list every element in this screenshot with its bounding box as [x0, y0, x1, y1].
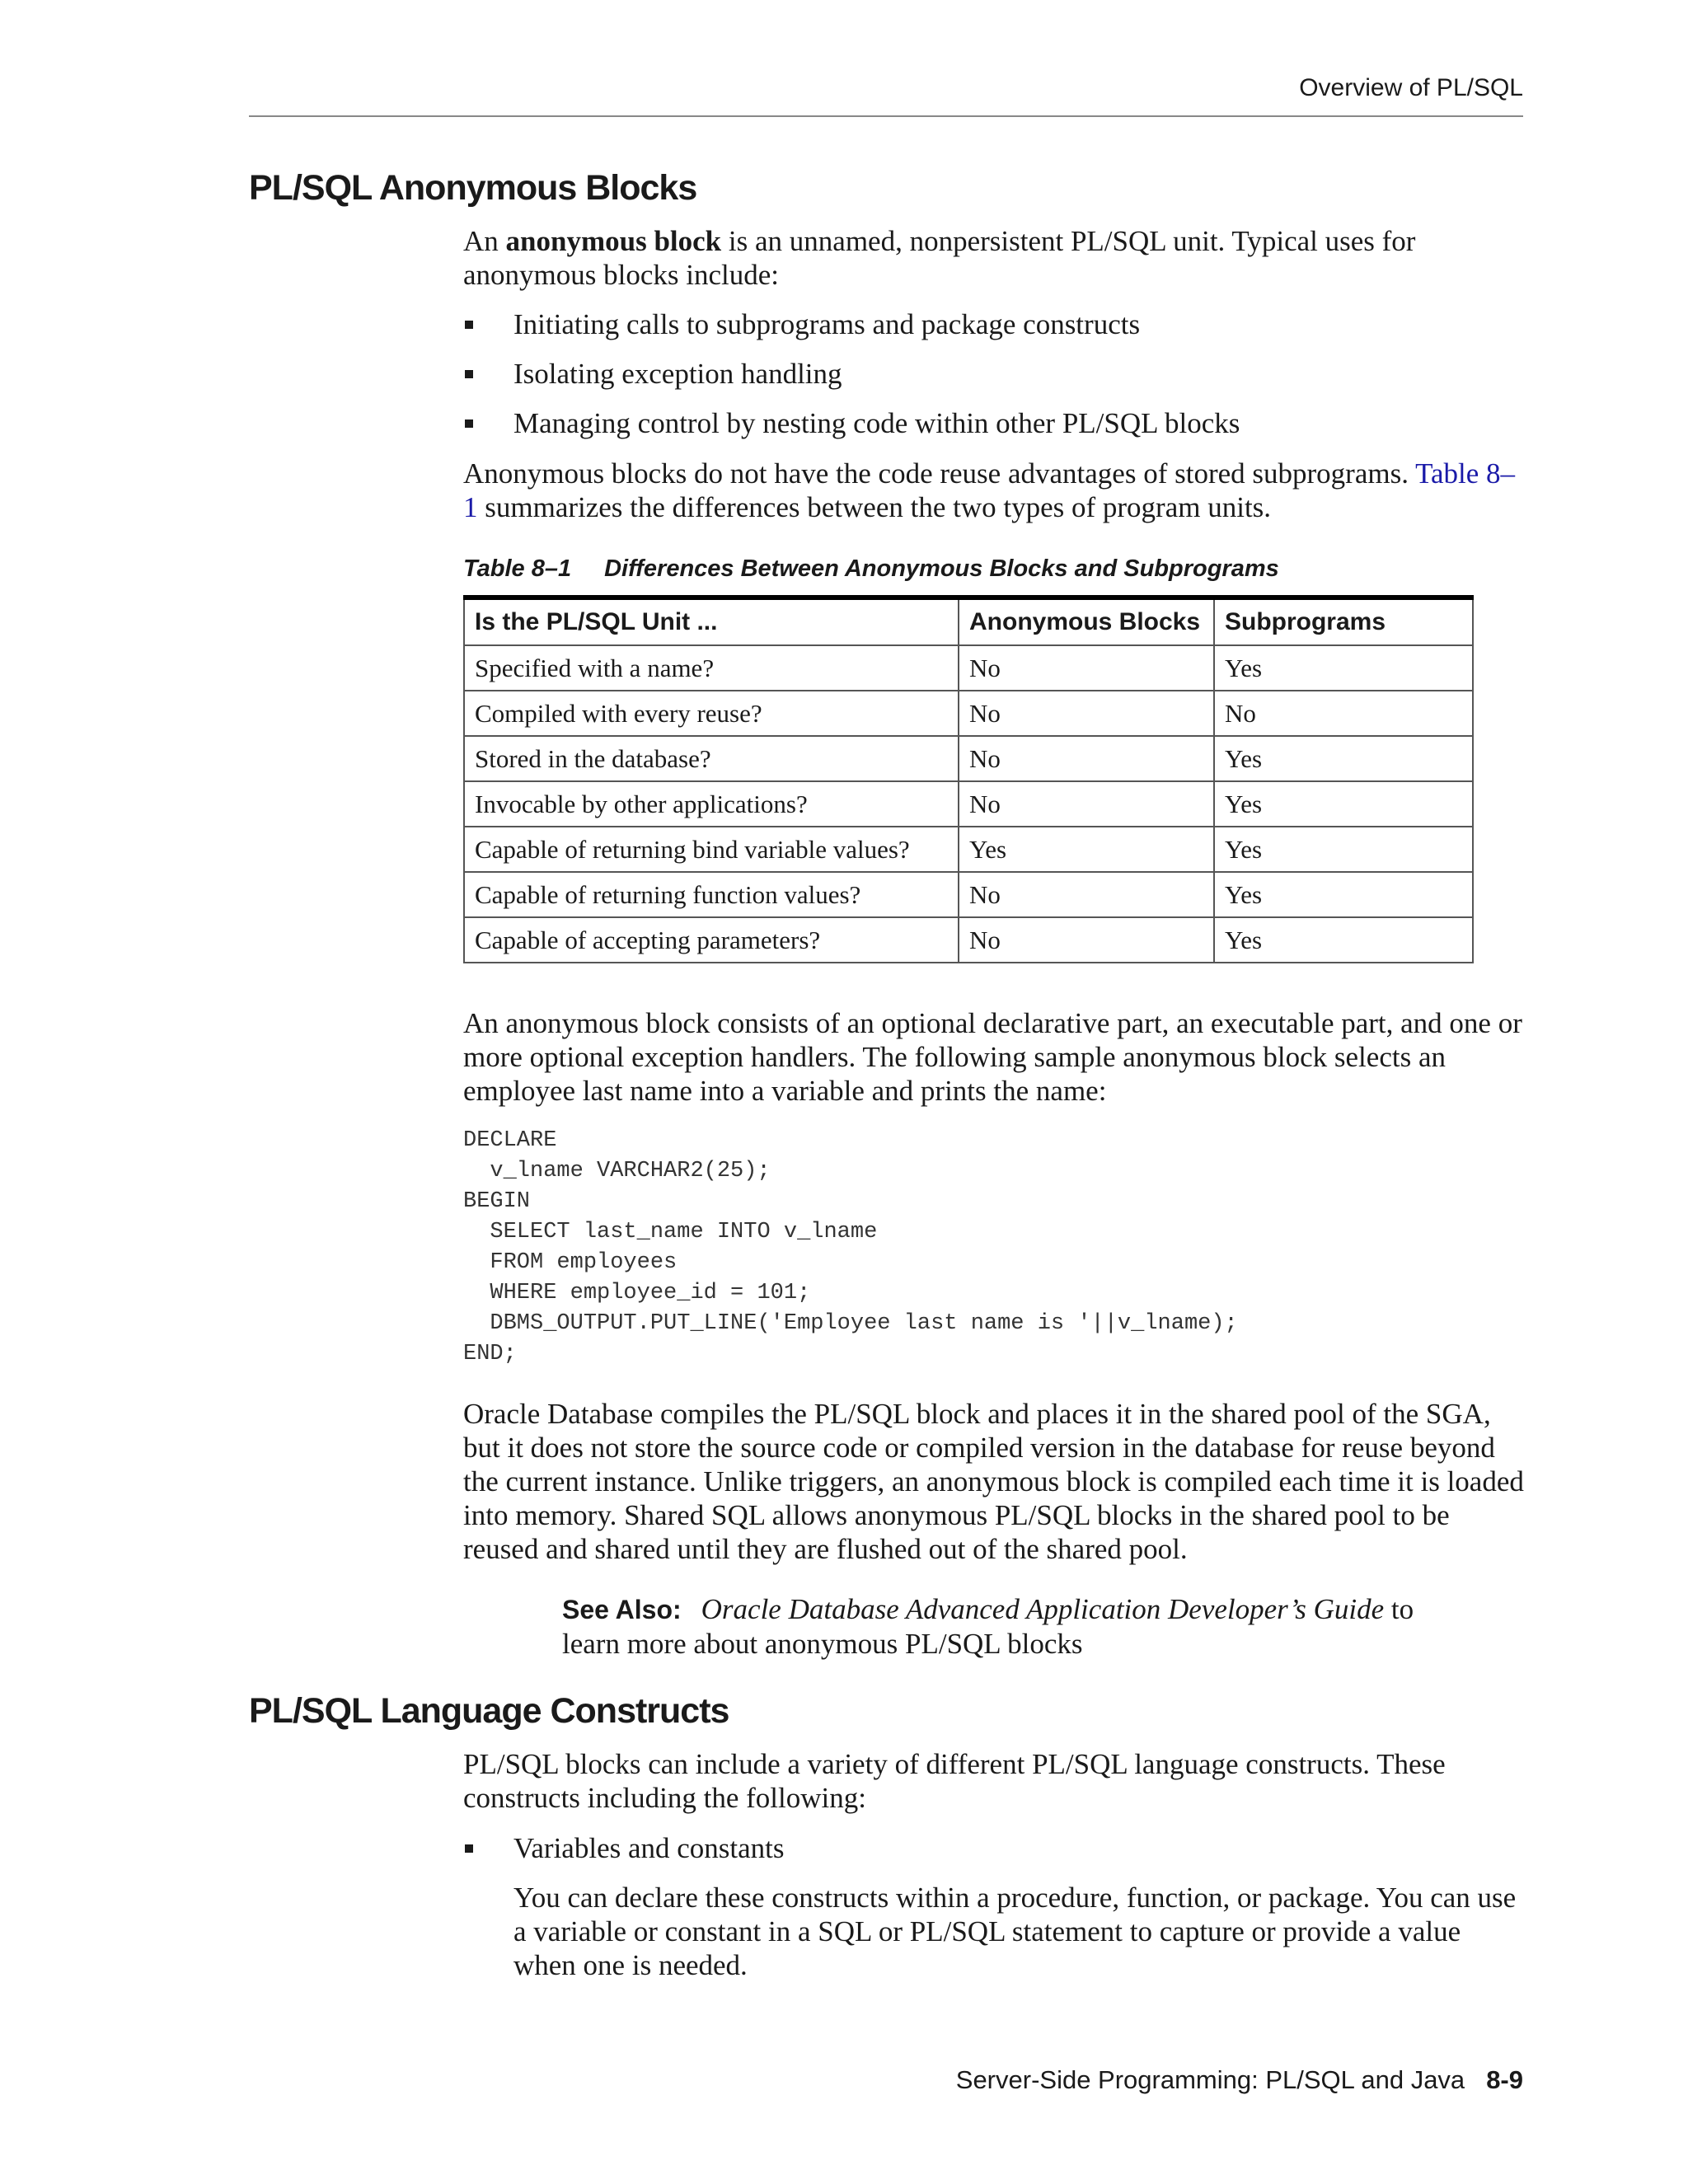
bullet-square-icon — [465, 419, 473, 428]
table-caption: Table 8–1 Differences Between Anonymous Blocks and Subprograms — [463, 555, 1279, 582]
table-cell: No — [959, 691, 1214, 736]
table-cell: Yes — [1214, 736, 1473, 781]
differences-table — [463, 595, 1474, 963]
table-row — [464, 827, 1473, 872]
table-cell: Specified with a name? — [464, 645, 959, 691]
bullet-detail: You can declare these constructs within a procedure, function, or package. You can use a variable or constant in a SQL or PL/SQL statement to capture or provide a value when one is needed. — [513, 1882, 1517, 1981]
section-heading-anonymous-blocks: PL/SQL Anonymous Blocks — [249, 168, 697, 208]
column-header: Is the PL/SQL Unit ... — [464, 598, 959, 645]
running-header: Overview of PL/SQL — [1299, 74, 1523, 101]
section1-para2: Anonymous blocks do not have the code reuse advantages of stored subprograms. Table 8–1 summarizes the differences between the two types of program units. — [463, 457, 1516, 523]
intro-paragraph: An anonymous block is an unnamed, nonpersistent PL/SQL unit. Typical uses for anonymous blocks include: — [463, 225, 1416, 291]
table-cell: Yes — [1214, 645, 1473, 691]
bullet-square-icon — [465, 1844, 473, 1853]
table-row — [464, 917, 1473, 963]
section-heading-language-constructs: PL/SQL Language Constructs — [249, 1691, 729, 1731]
section1-intro — [463, 224, 1526, 292]
column-header: Anonymous Blocks — [959, 598, 1214, 645]
column-header: Subprograms — [1214, 598, 1473, 645]
list-item: Isolating exception handling — [463, 357, 1526, 406]
footer-book-title: Server-Side Programming: PL/SQL and Java — [955, 2065, 1465, 2094]
uses-list — [463, 307, 1526, 440]
table-cell: Capable of accepting parameters? — [464, 917, 959, 963]
table-cell: Invocable by other applications? — [464, 781, 959, 827]
table-cell: Yes — [1214, 872, 1473, 917]
table-cell: Capable of returning bind variable values? — [464, 827, 959, 872]
table-cell: Compiled with every reuse? — [464, 691, 959, 736]
constructs-list — [463, 1831, 1526, 1865]
table-row — [464, 781, 1473, 827]
table-cell: Capable of returning function values? — [464, 872, 959, 917]
table-cell: No — [959, 872, 1214, 917]
table-row — [464, 872, 1473, 917]
table-row — [464, 691, 1473, 736]
section2-intro: PL/SQL blocks can include a variety of different PL/SQL language constructs. These constructs including the following: — [463, 1748, 1446, 1814]
table-cell: Yes — [1214, 827, 1473, 872]
table-cell: No — [959, 645, 1214, 691]
see-also-reference: Oracle Database Advanced Application Developer’s Guide — [701, 1593, 1385, 1625]
list-item: Initiating calls to subprograms and package constructs — [463, 307, 1526, 357]
table-cell: Yes — [959, 827, 1214, 872]
section1-para4: Oracle Database compiles the PL/SQL block and places it in the shared pool of the SGA, but it does not store the source code or compiled version in the database for reuse beyond the current instance. Unlike triggers, an anonymous block is compiled each time it is loaded into memory. Shared SQL allows anonymous PL/SQL blocks in the shared pool to be reused and shared until they are flushed out of the shared pool. — [463, 1398, 1524, 1565]
table-row — [464, 645, 1473, 691]
bullet-square-icon — [465, 321, 473, 329]
page-footer — [956, 2065, 1523, 2095]
table-cell: No — [959, 781, 1214, 827]
see-also-note: See Also: Oracle Database Advanced Application Developer’s Guide to learn more about anonymous PL/SQL blocks — [562, 1593, 1414, 1660]
table-cell: Stored in the database? — [464, 736, 959, 781]
table-cell: No — [959, 736, 1214, 781]
table-row — [464, 736, 1473, 781]
bullet-square-icon — [465, 370, 473, 378]
table-cell: Yes — [1214, 917, 1473, 963]
table-cell: No — [959, 917, 1214, 963]
table-cell: Yes — [1214, 781, 1473, 827]
term-anonymous-block: anonymous block — [505, 225, 722, 257]
see-also-label: See Also: — [562, 1595, 682, 1624]
list-item: Managing control by nesting code within other PL/SQL blocks — [463, 406, 1526, 440]
section1-para3: An anonymous block consists of an optional declarative part, an executable part, and one or more optional exception handlers. The following sample anonymous block selects an employee last name into a variable and prints the name: — [463, 1007, 1522, 1107]
page-number: 8-9 — [1486, 2065, 1523, 2094]
table-cell: No — [1214, 691, 1473, 736]
header-rule — [249, 115, 1523, 117]
code-sample: DECLARE v_lname VARCHAR2(25); BEGIN SELECT last_name INTO v_lname FROM employees WHERE employee_id = 101; DBMS_OUTPUT.PUT_LINE('Employee last name is '||v_lname); END; — [463, 1128, 1238, 1366]
list-item: Variables and constants — [463, 1831, 1526, 1865]
table-reference-link[interactable]: Table 8–1 — [463, 457, 1516, 523]
table-header-row — [464, 598, 1473, 645]
